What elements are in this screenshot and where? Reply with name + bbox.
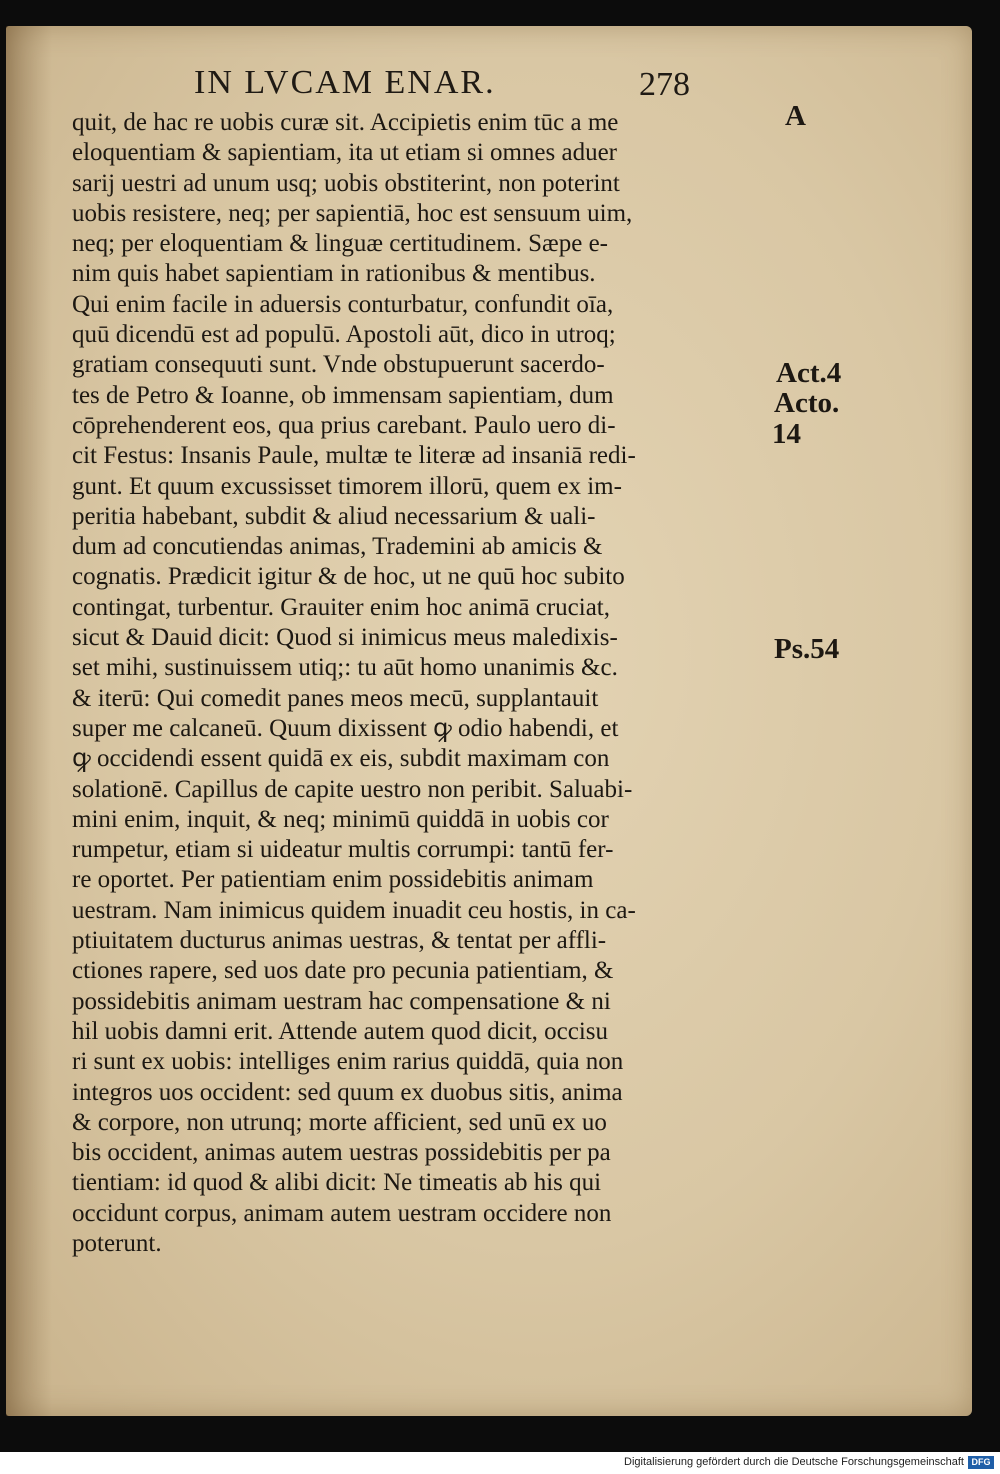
text-line: contingat, turbentur. Grauiter enim hoc animā cruciat,	[72, 593, 611, 621]
text-line: cognatis. Prædicit igitur & de hoc, ut ne quū hoc subito	[72, 563, 625, 591]
margin-note-acts: Acto.	[774, 387, 840, 419]
text-line: rumpetur, etiam si uideatur multis corrumpi: tantū fer-	[72, 836, 614, 864]
margin-note-section-a: A	[785, 100, 806, 132]
text-line: bis occident, animas autem uestras possidebitis per pa	[72, 1139, 611, 1167]
text-line: super me calcaneū. Quum dixissent ꝙ odio habendi, et	[72, 714, 619, 742]
text-block	[72, 108, 772, 1259]
text-line: mini enim, inquit, & neq; minimū quiddā in uobis cor	[72, 805, 609, 833]
text-line: Qui enim facile in aduersis conturbatur, confundit oīa,	[72, 290, 614, 318]
text-line: integros uos occident: sed quum ex duobus sitis, anima	[72, 1078, 623, 1106]
text-line: cōprehenderent eos, qua prius carebant. Paulo uero di-	[72, 411, 616, 439]
text-line: cit Festus: Insanis Paule, multæ te literæ ad insaniā redi-	[72, 442, 636, 470]
book-page	[6, 26, 972, 1416]
text-line: neq; per eloquentiam & linguæ certitudinem. Sæpe e-	[72, 230, 608, 258]
text-line: ꝙ occidendi essent quidā ex eis, subdit maximam con	[72, 745, 610, 773]
margin-note-acts-4: Act.4	[776, 357, 842, 389]
text-line: nim quis habet sapientiam in rationibus & mentibus.	[72, 260, 596, 288]
text-line: ptiuitatem ducturus animas uestras, & tentat per affli-	[72, 927, 607, 955]
text-line: solationē. Capillus de capite uestro non peribit. Saluabi-	[72, 775, 633, 803]
text-line: re oportet. Per patientiam enim possidebitis animam	[72, 866, 594, 894]
text-line: gunt. Et quum excussisset timorem illorū, quem ex im-	[72, 472, 622, 500]
footer-bar	[0, 1452, 1000, 1474]
margin-note-psalm-54: Ps.54	[774, 633, 840, 665]
text-line: & corpore, non utrunq; morte afficient, sed unū ex uo	[72, 1108, 607, 1136]
text-line: gratiam consequuti sunt. Vnde obstupuerunt sacerdo-	[72, 351, 605, 379]
text-line: peritia habebant, subdit & aliud necessarium & uali-	[72, 502, 596, 530]
text-line: ri sunt ex uobis: intelliges enim rarius quiddā, quia non	[72, 1048, 624, 1076]
running-head	[6, 64, 972, 108]
text-line: tientiam: id quod & alibi dicit: Ne timeatis ab his qui	[72, 1169, 602, 1197]
text-line: uestram. Nam inimicus quidem inuadit ceu hostis, in ca-	[72, 896, 636, 924]
text-line: occidunt corpus, animam autem uestram occidere non	[72, 1199, 612, 1227]
text-line: hil uobis damni erit. Attende autem quod dicit, occisu	[72, 1017, 609, 1045]
text-line: sarij uestri ad unum usq; uobis obstiterint, non poterint	[72, 169, 620, 197]
margin-note-14: 14	[772, 418, 801, 450]
text-line: eloquentiam & sapientiam, ita ut etiam si omnes aduer	[72, 139, 617, 167]
text-line: sicut & Dauid dicit: Quod si inimicus meus maledixis-	[72, 624, 618, 652]
text-line: poterunt.	[72, 1229, 162, 1257]
folio-number: 278	[639, 66, 690, 103]
text-line: uobis resistere, neq; per sapientiā, hoc est sensuum uim,	[72, 199, 633, 227]
text-line: tes de Petro & Ioanne, ob immensam sapientiam, dum	[72, 381, 614, 409]
text-line: quū dicendū est ad populū. Apostoli aūt, dico in utroq;	[72, 321, 616, 349]
text-line: set mihi, sustinuissem utiq;: tu aūt homo unanimis &c.	[72, 654, 618, 682]
text-line: ctiones rapere, sed uos date pro pecunia patientiam, &	[72, 957, 614, 985]
text-line: dum ad concutiendas animas, Trademini ab amicis &	[72, 533, 603, 561]
running-head-title: IN LVCAM ENAR.	[194, 64, 496, 101]
dfg-logo: DFG	[968, 1456, 994, 1469]
text-line: quit, de hac re uobis curæ sit. Accipietis enim tūc a me	[72, 109, 619, 136]
funding-credit: Digitalisierung gefördert durch die Deutsche Forschungsgemeinschaft	[624, 1456, 964, 1468]
text-line: possidebitis animam uestram hac compensatione & ni	[72, 987, 611, 1015]
text-line: & iterū: Qui comedit panes meos mecū, supplantauit	[72, 684, 599, 712]
